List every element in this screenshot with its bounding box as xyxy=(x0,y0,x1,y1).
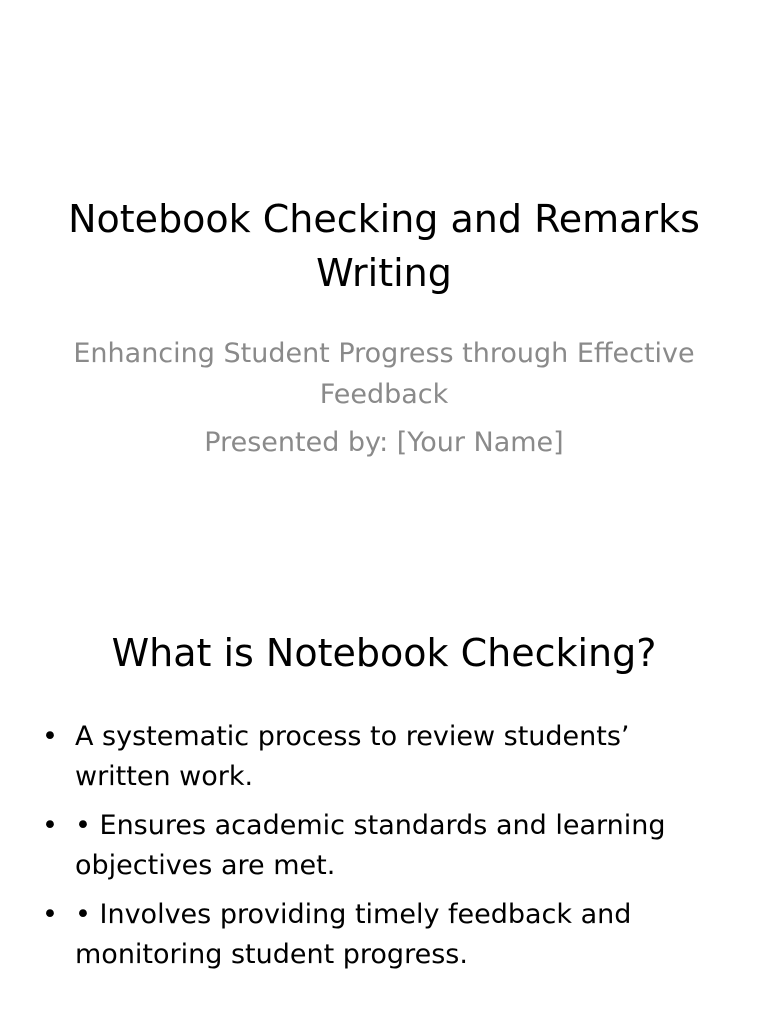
subtitle-text: Enhancing Student Progress through Effective Feedback xyxy=(73,338,695,410)
bullet-item xyxy=(38,717,728,797)
presenter-text: Presented by: [Your Name] xyxy=(204,427,564,458)
bullet-text: A systematic process to review students’ written work. xyxy=(75,721,630,792)
slide-what-is-notebook-checking xyxy=(0,512,768,1024)
slide-subtitle xyxy=(60,333,708,463)
bullet-marker: • xyxy=(42,721,58,752)
bullet-text: • Ensures academic standards and learning objectives are met. xyxy=(75,810,666,881)
bullet-item xyxy=(38,806,728,886)
slide-heading: What is Notebook Checking? xyxy=(111,631,657,675)
bullet-text: • Involves providing timely feedback and monitoring student progress. xyxy=(75,899,632,970)
bullet-list xyxy=(38,717,728,984)
slide-title-heading: Notebook Checking and Remarks Writing xyxy=(68,197,700,295)
bullet-marker: • xyxy=(42,810,58,841)
bullet-marker: • xyxy=(42,899,58,930)
bullet-item xyxy=(38,895,728,975)
